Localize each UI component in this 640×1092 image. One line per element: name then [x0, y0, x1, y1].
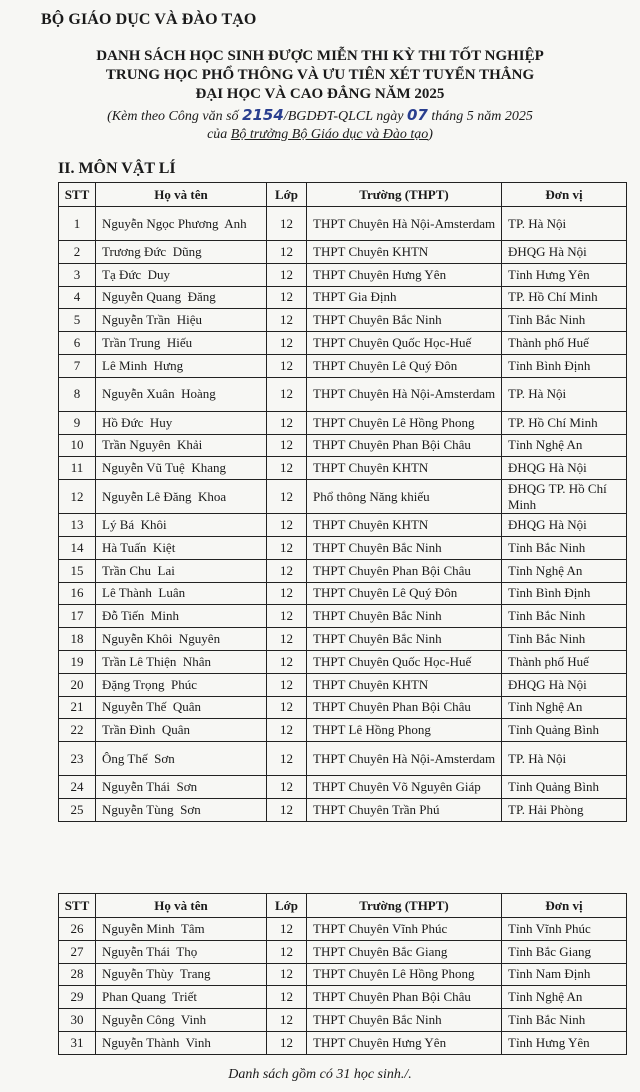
cell-grade: 12	[267, 207, 307, 241]
title-line-1: DANH SÁCH HỌC SINH ĐƯỢC MIỄN THI KỲ THI TỐT NGHIỆP	[96, 48, 544, 64]
cell-grade: 12	[267, 776, 307, 799]
cell-unit: ĐHQG TP. Hồ Chí Minh	[502, 480, 627, 514]
cell-name: Phan Quang Triết	[96, 986, 267, 1009]
cell-name: Nguyễn Thùy Trang	[96, 963, 267, 986]
table-row	[59, 1009, 627, 1032]
cell-name: Lê Minh Hưng	[96, 354, 267, 377]
attach-mid: /BGDĐT-QLCL ngày	[283, 109, 404, 124]
cell-stt: 7	[59, 354, 96, 377]
cell-stt: 12	[59, 480, 96, 514]
cell-grade: 12	[267, 986, 307, 1009]
cell-stt: 19	[59, 650, 96, 673]
table-row	[59, 628, 627, 651]
cell-school: THPT Chuyên Hưng Yên	[307, 263, 502, 286]
table-row	[59, 559, 627, 582]
cell-grade: 12	[267, 696, 307, 719]
cell-school: THPT Chuyên Quốc Học-Huế	[307, 332, 502, 355]
table-row	[59, 241, 627, 264]
col-header-name: Họ và tên	[96, 894, 267, 918]
table-row	[59, 719, 627, 742]
cell-name: Nguyễn Trần Hiệu	[96, 309, 267, 332]
cell-stt: 3	[59, 263, 96, 286]
cell-school: THPT Lê Hồng Phong	[307, 719, 502, 742]
col-header-unit: Đơn vị	[502, 894, 627, 918]
cell-stt: 15	[59, 559, 96, 582]
cell-unit: ĐHQG Hà Nội	[502, 514, 627, 537]
table-row	[59, 918, 627, 941]
cell-name: Đặng Trọng Phúc	[96, 673, 267, 696]
table-row	[59, 480, 627, 514]
cell-stt: 8	[59, 377, 96, 411]
title-line-2: TRUNG HỌC PHỔ THÔNG VÀ ƯU TIÊN XÉT TUYỂN THẲNG	[105, 67, 535, 83]
cell-stt: 1	[59, 207, 96, 241]
cell-school: THPT Chuyên Hưng Yên	[307, 1031, 502, 1054]
cell-stt: 26	[59, 918, 96, 941]
cell-unit: Tỉnh Bình Định	[502, 354, 627, 377]
cell-unit: Tỉnh Bắc Giang	[502, 940, 627, 963]
cell-unit: TP. Hà Nội	[502, 207, 627, 241]
table-row	[59, 536, 627, 559]
cell-grade: 12	[267, 411, 307, 434]
cell-unit: Tỉnh Hưng Yên	[502, 1031, 627, 1054]
cell-stt: 31	[59, 1031, 96, 1054]
cell-name: Nguyễn Thái Thọ	[96, 940, 267, 963]
cell-grade: 12	[267, 798, 307, 821]
cell-stt: 10	[59, 434, 96, 457]
cell-school: THPT Chuyên Bắc Ninh	[307, 1009, 502, 1032]
cell-stt: 20	[59, 673, 96, 696]
cell-unit: ĐHQG Hà Nội	[502, 673, 627, 696]
table-row	[59, 1031, 627, 1054]
cell-unit: TP. Hồ Chí Minh	[502, 286, 627, 309]
col-header-stt: STT	[59, 183, 96, 207]
student-table-1	[58, 182, 627, 822]
cell-unit: Thành phố Huế	[502, 650, 627, 673]
attach-prefix: (Kèm theo Công văn số	[107, 109, 239, 124]
table-row	[59, 963, 627, 986]
col-header-school: Trường (THPT)	[307, 183, 502, 207]
attach-signer: Bộ trưởng Bộ Giáo dục và Đào tạo	[230, 127, 429, 142]
table-header-row	[59, 894, 627, 918]
cell-grade: 12	[267, 673, 307, 696]
cell-grade: 12	[267, 1031, 307, 1054]
cell-unit: Tỉnh Nghệ An	[502, 434, 627, 457]
table-1-body	[59, 207, 627, 822]
cell-school: THPT Chuyên Hà Nội-Amsterdam	[307, 742, 502, 776]
cell-stt: 28	[59, 963, 96, 986]
cell-grade: 12	[267, 1009, 307, 1032]
cell-school: THPT Chuyên Lê Quý Đôn	[307, 354, 502, 377]
cell-name: Trần Chu Lai	[96, 559, 267, 582]
cell-grade: 12	[267, 536, 307, 559]
cell-grade: 12	[267, 434, 307, 457]
cell-unit: Tỉnh Bắc Ninh	[502, 628, 627, 651]
cell-stt: 2	[59, 241, 96, 264]
cell-school: THPT Chuyên Lê Quý Đôn	[307, 582, 502, 605]
cell-stt: 13	[59, 514, 96, 537]
section-title: II. MÔN VẬT LÍ	[58, 160, 176, 177]
cell-stt: 23	[59, 742, 96, 776]
cell-unit: Tỉnh Hưng Yên	[502, 263, 627, 286]
table-row	[59, 263, 627, 286]
table-row	[59, 742, 627, 776]
table-row	[59, 377, 627, 411]
student-table-2	[58, 893, 627, 1055]
attachment-note	[0, 106, 640, 144]
cell-grade: 12	[267, 628, 307, 651]
col-header-stt: STT	[59, 894, 96, 918]
cell-grade: 12	[267, 719, 307, 742]
cell-stt: 4	[59, 286, 96, 309]
table-row	[59, 776, 627, 799]
cell-name: Nguyễn Quang Đăng	[96, 286, 267, 309]
cell-name: Trần Nguyên Khải	[96, 434, 267, 457]
cell-grade: 12	[267, 241, 307, 264]
cell-school: THPT Chuyên Phan Bội Châu	[307, 696, 502, 719]
handwritten-day: 07	[406, 106, 428, 124]
cell-grade: 12	[267, 940, 307, 963]
table-row	[59, 798, 627, 821]
cell-school: THPT Chuyên Hà Nội-Amsterdam	[307, 377, 502, 411]
cell-stt: 5	[59, 309, 96, 332]
cell-grade: 12	[267, 377, 307, 411]
cell-school: THPT Gia Định	[307, 286, 502, 309]
cell-grade: 12	[267, 457, 307, 480]
cell-school: THPT Chuyên Bắc Ninh	[307, 536, 502, 559]
table-row	[59, 940, 627, 963]
cell-school: THPT Chuyên Bắc Ninh	[307, 628, 502, 651]
cell-stt: 16	[59, 582, 96, 605]
table-2-body	[59, 918, 627, 1055]
cell-unit: TP. Hồ Chí Minh	[502, 411, 627, 434]
cell-grade: 12	[267, 963, 307, 986]
col-header-grade: Lớp	[267, 183, 307, 207]
cell-grade: 12	[267, 480, 307, 514]
cell-unit: Tỉnh Bắc Ninh	[502, 605, 627, 628]
cell-school: THPT Chuyên Phan Bội Châu	[307, 559, 502, 582]
table-row	[59, 354, 627, 377]
cell-grade: 12	[267, 263, 307, 286]
cell-grade: 12	[267, 742, 307, 776]
cell-stt: 17	[59, 605, 96, 628]
table-row	[59, 582, 627, 605]
cell-unit: Tỉnh Bắc Ninh	[502, 1009, 627, 1032]
cell-grade: 12	[267, 559, 307, 582]
cell-name: Nguyễn Lê Đăng Khoa	[96, 480, 267, 514]
cell-name: Hà Tuấn Kiệt	[96, 536, 267, 559]
cell-name: Nguyễn Tùng Sơn	[96, 798, 267, 821]
col-header-school: Trường (THPT)	[307, 894, 502, 918]
cell-unit: Tỉnh Nghệ An	[502, 986, 627, 1009]
table-row	[59, 411, 627, 434]
cell-stt: 22	[59, 719, 96, 742]
table-row	[59, 605, 627, 628]
cell-name: Trần Đình Quân	[96, 719, 267, 742]
cell-name: Nguyễn Xuân Hoàng	[96, 377, 267, 411]
cell-unit: Tỉnh Bình Định	[502, 582, 627, 605]
cell-name: Trương Đức Dũng	[96, 241, 267, 264]
cell-name: Nguyễn Thái Sơn	[96, 776, 267, 799]
cell-school: THPT Chuyên Lê Hồng Phong	[307, 963, 502, 986]
cell-stt: 6	[59, 332, 96, 355]
cell-grade: 12	[267, 605, 307, 628]
cell-stt: 9	[59, 411, 96, 434]
cell-school: THPT Chuyên Lê Hồng Phong	[307, 411, 502, 434]
cell-name: Trần Trung Hiếu	[96, 332, 267, 355]
cell-school: THPT Chuyên Phan Bội Châu	[307, 434, 502, 457]
cell-grade: 12	[267, 286, 307, 309]
table-row	[59, 673, 627, 696]
cell-name: Nguyễn Ngọc Phương Anh	[96, 207, 267, 241]
cell-name: Ông Thế Sơn	[96, 742, 267, 776]
cell-school: THPT Chuyên Võ Nguyên Giáp	[307, 776, 502, 799]
cell-stt: 27	[59, 940, 96, 963]
cell-name: Nguyễn Thành Vinh	[96, 1031, 267, 1054]
table-row	[59, 696, 627, 719]
table-row	[59, 457, 627, 480]
cell-school: THPT Chuyên KHTN	[307, 514, 502, 537]
cell-grade: 12	[267, 332, 307, 355]
cell-unit: TP. Hải Phòng	[502, 798, 627, 821]
cell-unit: Tỉnh Nghệ An	[502, 696, 627, 719]
table-row	[59, 650, 627, 673]
cell-stt: 14	[59, 536, 96, 559]
cell-name: Nguyễn Minh Tâm	[96, 918, 267, 941]
cell-name: Nguyễn Khôi Nguyên	[96, 628, 267, 651]
cell-school: THPT Chuyên KHTN	[307, 457, 502, 480]
cell-unit: ĐHQG Hà Nội	[502, 457, 627, 480]
table-row	[59, 332, 627, 355]
cell-unit: Tỉnh Nam Định	[502, 963, 627, 986]
table-row	[59, 514, 627, 537]
attach-line2-suffix: )	[428, 127, 433, 142]
cell-name: Hồ Đức Huy	[96, 411, 267, 434]
cell-unit: Tỉnh Nghệ An	[502, 559, 627, 582]
cell-school: Phổ thông Năng khiếu	[307, 480, 502, 514]
cell-grade: 12	[267, 514, 307, 537]
cell-name: Tạ Đức Duy	[96, 263, 267, 286]
table-row	[59, 286, 627, 309]
attach-line2-prefix: của	[207, 127, 228, 142]
cell-school: THPT Chuyên KHTN	[307, 673, 502, 696]
col-header-grade: Lớp	[267, 894, 307, 918]
title-line-3: ĐẠI HỌC VÀ CAO ĐẲNG NĂM 2025	[195, 86, 445, 102]
cell-grade: 12	[267, 650, 307, 673]
cell-name: Lý Bá Khôi	[96, 514, 267, 537]
cell-grade: 12	[267, 918, 307, 941]
col-header-name: Họ và tên	[96, 183, 267, 207]
cell-name: Lê Thành Luân	[96, 582, 267, 605]
ministry-name: BỘ GIÁO DỤC VÀ ĐÀO TẠO	[41, 11, 257, 28]
cell-stt: 24	[59, 776, 96, 799]
cell-stt: 29	[59, 986, 96, 1009]
cell-school: THPT Chuyên Bắc Ninh	[307, 309, 502, 332]
table-row	[59, 434, 627, 457]
cell-name: Trần Lê Thiện Nhân	[96, 650, 267, 673]
document-title	[0, 47, 640, 104]
attach-suffix: tháng 5 năm 2025	[431, 109, 533, 124]
cell-unit: Tỉnh Bắc Ninh	[502, 536, 627, 559]
cell-school: THPT Chuyên Bắc Ninh	[307, 605, 502, 628]
cell-stt: 25	[59, 798, 96, 821]
cell-grade: 12	[267, 354, 307, 377]
cell-unit: Tỉnh Bắc Ninh	[502, 309, 627, 332]
cell-stt: 21	[59, 696, 96, 719]
cell-unit: ĐHQG Hà Nội	[502, 241, 627, 264]
cell-school: THPT Chuyên Trần Phú	[307, 798, 502, 821]
cell-unit: Tỉnh Quảng Bình	[502, 719, 627, 742]
cell-stt: 18	[59, 628, 96, 651]
cell-name: Đỗ Tiến Minh	[96, 605, 267, 628]
cell-unit: Thành phố Huế	[502, 332, 627, 355]
cell-name: Nguyễn Thế Quân	[96, 696, 267, 719]
table-row	[59, 309, 627, 332]
col-header-unit: Đơn vị	[502, 183, 627, 207]
cell-school: THPT Chuyên Hà Nội-Amsterdam	[307, 207, 502, 241]
handwritten-doc-number: 2154	[242, 106, 284, 124]
cell-unit: Tỉnh Quảng Bình	[502, 776, 627, 799]
cell-school: THPT Chuyên KHTN	[307, 241, 502, 264]
cell-school: THPT Chuyên Quốc Học-Huế	[307, 650, 502, 673]
table-row	[59, 207, 627, 241]
table-header-row	[59, 183, 627, 207]
cell-school: THPT Chuyên Phan Bội Châu	[307, 986, 502, 1009]
cell-grade: 12	[267, 309, 307, 332]
cell-grade: 12	[267, 582, 307, 605]
cell-name: Nguyễn Vũ Tuệ Khang	[96, 457, 267, 480]
cell-school: THPT Chuyên Vĩnh Phúc	[307, 918, 502, 941]
cell-stt: 30	[59, 1009, 96, 1032]
cell-name: Nguyễn Công Vinh	[96, 1009, 267, 1032]
cell-unit: TP. Hà Nội	[502, 377, 627, 411]
cell-stt: 11	[59, 457, 96, 480]
cell-unit: TP. Hà Nội	[502, 742, 627, 776]
cell-unit: Tỉnh Vĩnh Phúc	[502, 918, 627, 941]
footer-note: Danh sách gồm có 31 học sinh./.	[228, 1067, 412, 1082]
table-row	[59, 986, 627, 1009]
cell-school: THPT Chuyên Bắc Giang	[307, 940, 502, 963]
